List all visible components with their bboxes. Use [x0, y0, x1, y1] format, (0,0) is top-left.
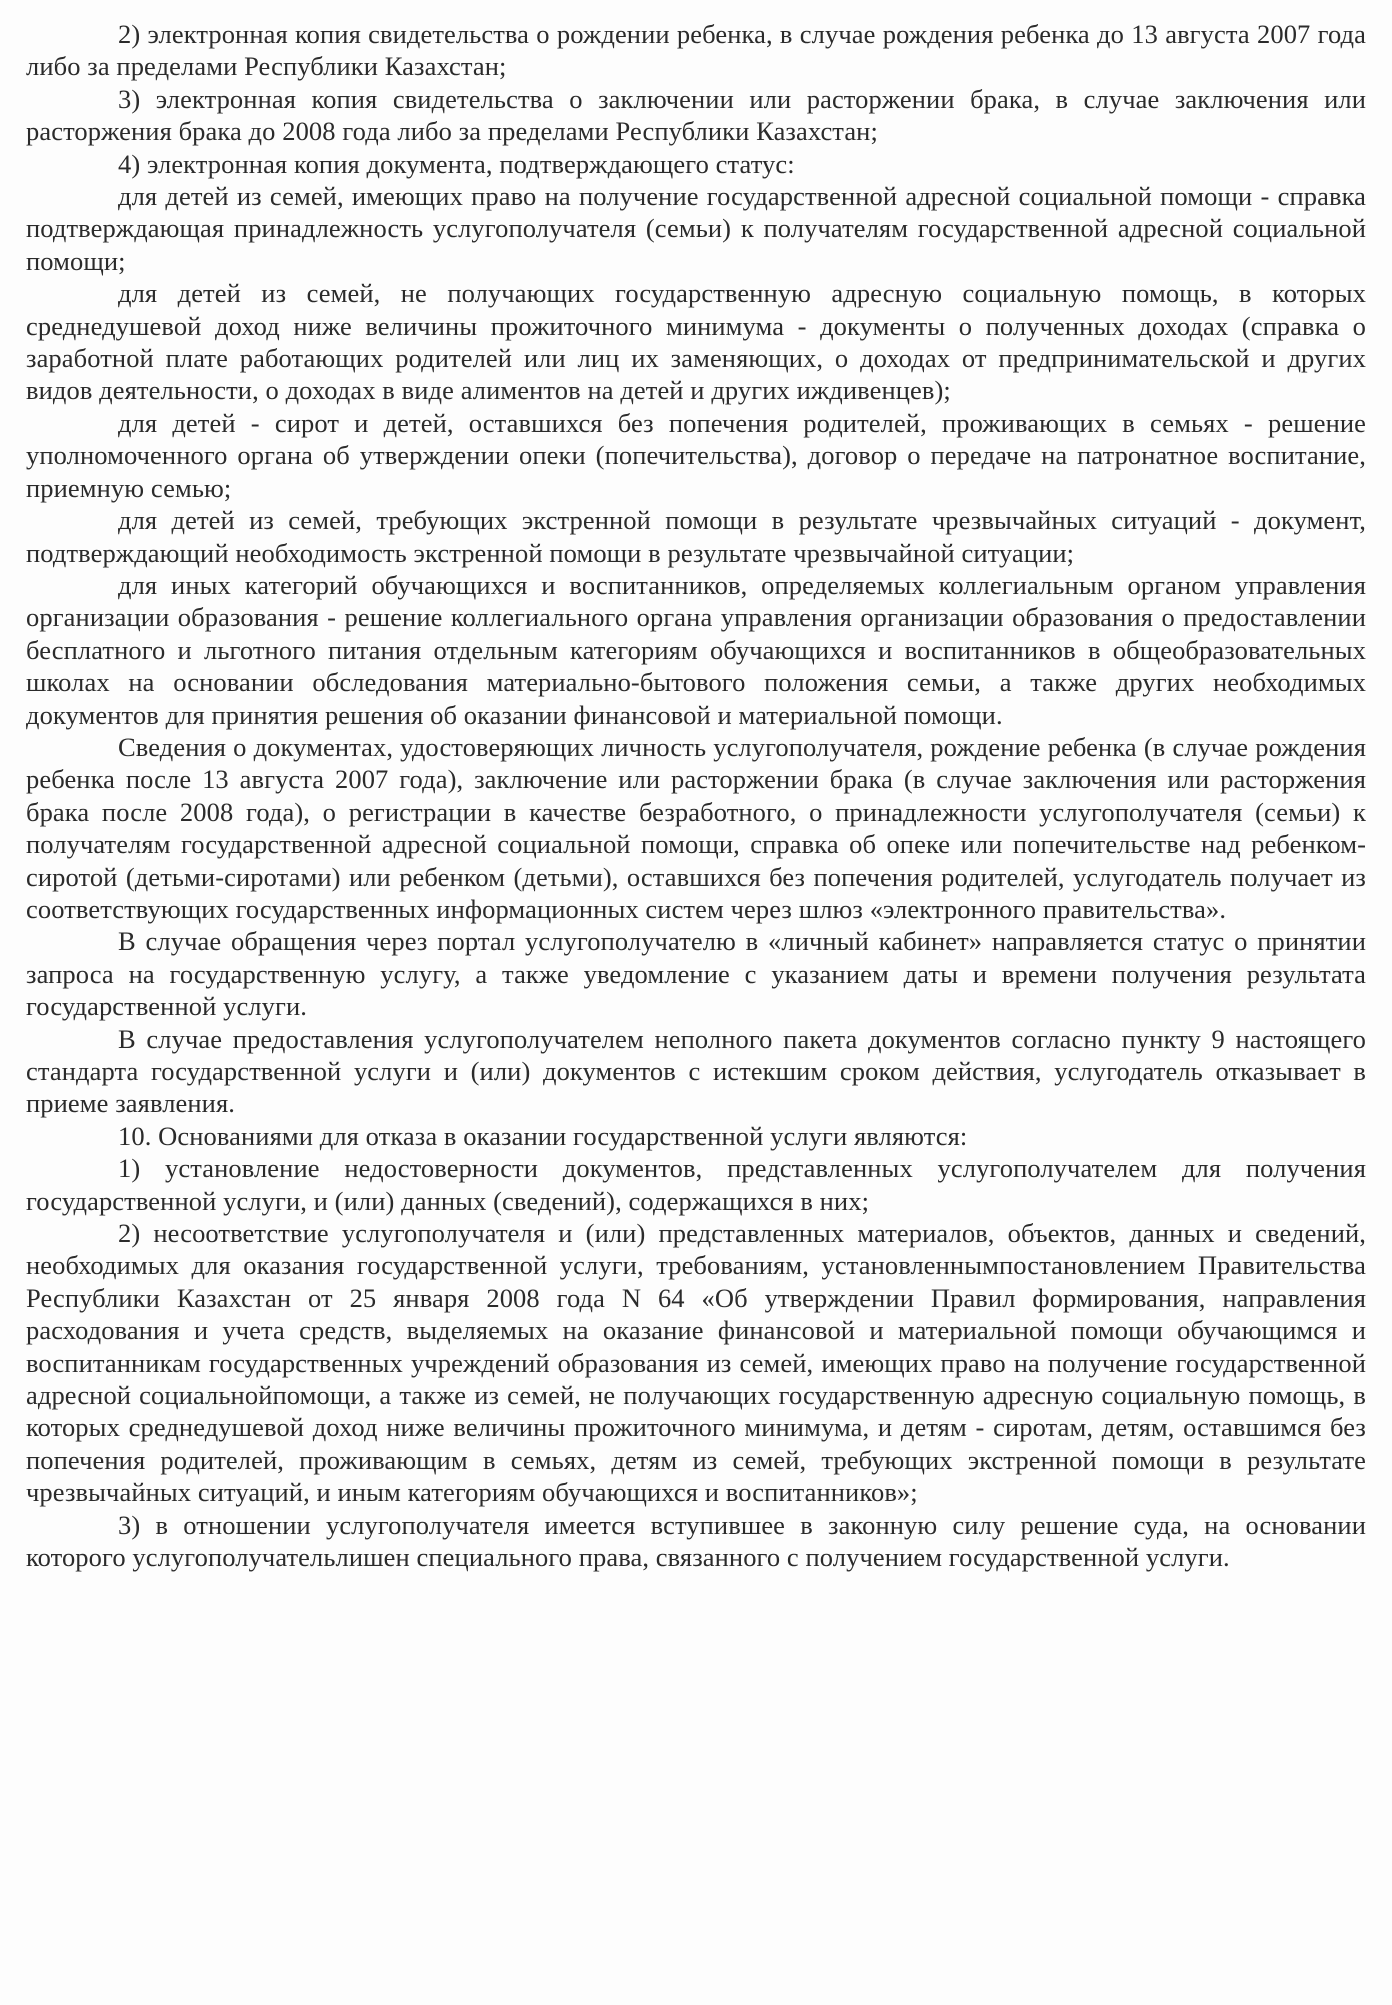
- paragraph-other-categories: для иных категорий обучающихся и воспитанников, определяемых коллегиальным органом управления организации образования - решение коллегиального органа управления организации образования о предоставлении бесплатного и льготного питания отдельным категориям обучающихся и воспитанников в общеобразовательных школах на основании обследования материально-бытового положения семьи, а также других необходимых документов для принятия решения об оказании финансовой и материальной помощи.: [26, 569, 1366, 730]
- paragraph-information-systems: Сведения о документах, удостоверяющих личность услугополучателя, рождение ребенка (в случае рождения ребенка после 13 августа 2007 года), заключение или расторжении брака (в случае заключения или расторжения брака после 2008 года), о регистрации в качестве безработного, о принадлежности услугополучателя (семьи) к получателям государственной адресной социальной помощи, справка об опеке или попечительстве над ребенком-сиротой (детьми-сиротами) или ребенком (детьми), оставшихся без попечения родителей, услугодатель получает из соответствующих государственных информационных систем через шлюз «электронного правительства».: [26, 731, 1366, 924]
- paragraph-portal-status: В случае обращения через портал услугополучателю в «личный кабинет» направляется статус о принятии запроса на государственную услугу, а также уведомление с указанием даты и времени получения результата государственной услуги.: [26, 926, 1366, 1022]
- paragraph-status-document: 4) электронная копия документа, подтверждающего статус:: [118, 148, 795, 179]
- paragraph-incomplete-package: В случае предоставления услугополучателем неполного пакета документов согласно пункту 9 настоящего стандарта государственной услуги и (или) документов с истекшим сроком действия, услугодатель отказывает в приеме заявления.: [26, 1023, 1366, 1119]
- paragraph-emergency: для детей из семей, требующих экстренной помощи в результате чрезвычайных ситуаций - документ, подтверждающий необходимость экстренной помощи в результате чрезвычайной ситуации;: [26, 505, 1366, 568]
- paragraph-orphans: для детей - сирот и детей, оставшихся без попечения родителей, проживающих в семьях - решение уполномоченного органа об утверждении опеки (попечительства), договор о передаче на патронатное воспитание, приемную семью;: [26, 407, 1366, 503]
- paragraph-refusal-2: 2) несоответствие услугополучателя и (или) представленных материалов, объектов, данных и сведений, необходимых для оказания государственной услуги, требованиям, установленнымпостановлением Правительства Республики Казахстан от 25 января 2008 года N 64 «Об утверждении Правил формирования, направления расходования и учета средств, выделяемых на оказание финансовой и материальной помощи обучающимся и воспитанникам государственных учреждений образования из семей, имеющих право на получение государственной адресной социальнойпомощи, а также из семей, не получающих государственную адресную социальную помощь, в которых среднедушевой доход ниже величины прожиточного минимума, и детям - сиротам, детям, оставшимся без попечения родителей, проживающим в семьях, детям из семей, требующих экстренной помощи в результате чрезвычайных ситуаций, и иным категориям обучающихся и воспитанников»;: [26, 1218, 1366, 1508]
- paragraph-refusal-3: 3) в отношении услугополучателя имеется вступившее в законную силу решение суда, на основании которого услугополучательлишен специального права, связанного с получением государственной услуги.: [26, 1509, 1366, 1573]
- paragraph-birth-certificate: 2) электронная копия свидетельства о рождении ребенка, в случае рождения ребенка до 13 августа 2007 года либо за пределами Республики Казахстан;: [26, 19, 1366, 82]
- paragraph-social-assistance: для детей из семей, имеющих право на получение государственной адресной социальной помощи - справка подтверждающая принадлежность услугополучателя (семьи) к получателям государственной адресной социальной помощи;: [26, 181, 1366, 276]
- document-body: [26, 18, 1366, 1574]
- paragraph-refusal-grounds: 10. Основаниями для отказа в оказании государственной услуги являются:: [118, 1120, 968, 1151]
- paragraph-refusal-1: 1) установление недостоверности документов, представленных услугополучателем для получения государственной услуги, и (или) данных (сведений), содержащихся в них;: [26, 1153, 1366, 1216]
- paragraph-low-income: для детей из семей, не получающих государственную адресную социальную помощь, в которых среднедушевой доход ниже величины прожиточного минимума - документы о полученных доходах (справка о заработной плате работающих родителей или лиц их заменяющих, о доходах от предпринимательской и других видов деятельности, о доходах в виде алиментов на детей и других иждивенцев);: [26, 278, 1366, 406]
- paragraph-marriage-certificate: 3) электронная копия свидетельства о заключении или расторжении брака, в случае заключения или расторжения брака до 2008 года либо за пределами Республики Казахстан;: [26, 83, 1366, 147]
